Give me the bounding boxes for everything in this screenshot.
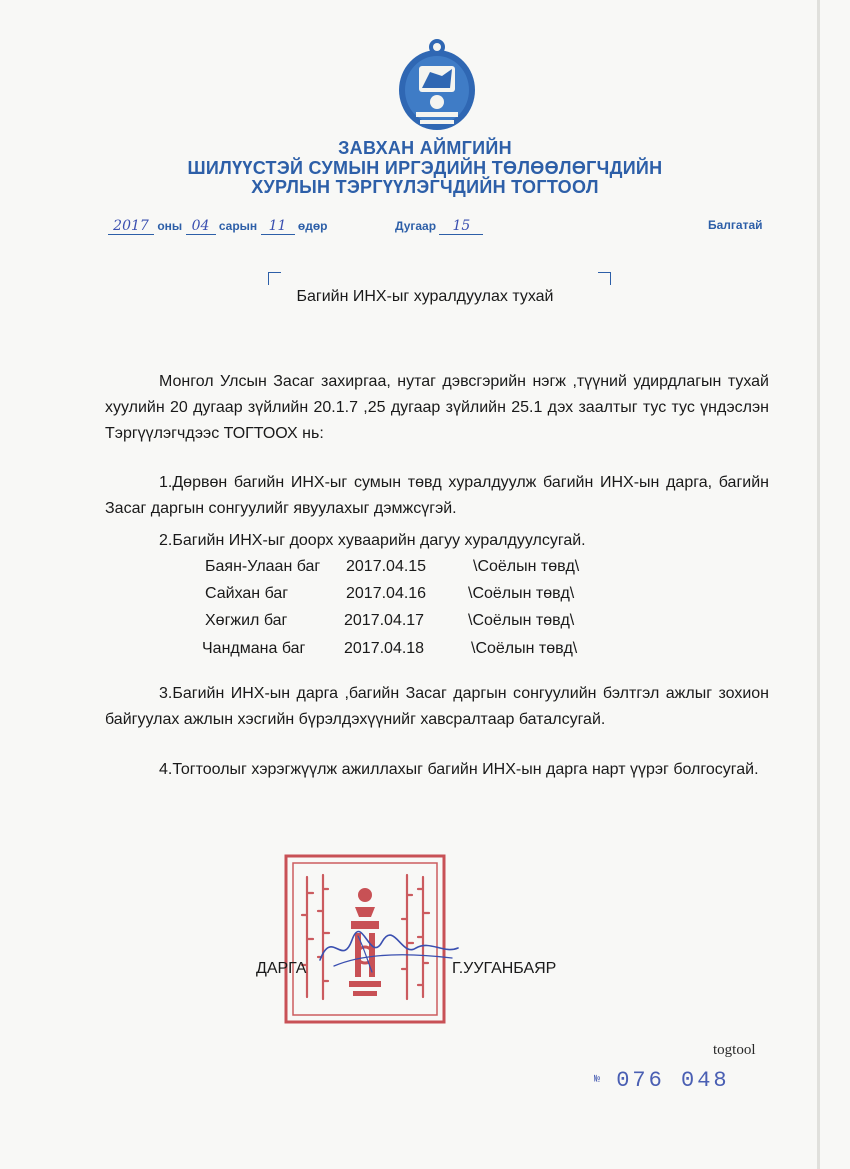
- schedule-bag: Баян-Улаан баг: [205, 558, 321, 575]
- year-label: оны: [157, 219, 183, 233]
- document-tag: togtool: [713, 1042, 756, 1058]
- header-line-2: ШИЛҮҮСТЭЙ СУМЫН ИРГЭДИЙН ТӨЛӨӨЛӨГЧДИЙН: [187, 158, 663, 178]
- number-label: Дугаар: [395, 219, 437, 233]
- state-emblem-icon: [394, 36, 480, 134]
- schedule-date: 2017.04.16: [346, 585, 427, 602]
- date-line: [108, 218, 327, 235]
- number-value: 15: [439, 218, 483, 235]
- year-value: 2017: [108, 218, 154, 235]
- handwritten-signature: [312, 918, 462, 978]
- schedule-place: \Соёлын төвд\: [471, 640, 578, 657]
- item-4: 4.Тогтоолыг хэрэгжүүлж ажиллахыг багийн ИНХ-ын дарга нарт үүрэг болгосугай.: [159, 761, 759, 778]
- subject-title: Багийн ИНХ-ыг хуралдуулах тухай: [296, 288, 554, 305]
- schedule-place: \Соёлын төвд\: [468, 612, 575, 629]
- schedule-place: \Соёлын төвд\: [468, 585, 575, 602]
- schedule-date: 2017.04.17: [344, 612, 425, 629]
- schedule-date: 2017.04.15: [346, 558, 427, 575]
- header-line-3: ХУРЛЫН ТЭРГҮҮЛЭГЧДИЙН ТОГТООЛ: [251, 177, 599, 197]
- month-value: 04: [186, 218, 216, 235]
- header-line-1: ЗАВХАН АЙМГИЙН: [338, 138, 512, 158]
- place-label: Балгатай: [708, 218, 763, 232]
- schedule-place: \Соёлын төвд\: [473, 558, 580, 575]
- item-1: 1.Дөрвөн багийн ИНХ-ыг сумын төвд хуралдуулж багийн ИНХ-ын дарга, багийн Засаг даргын сонгуулийг явуулахыг дэмжсүгэй.: [105, 474, 769, 517]
- month-label: сарын: [218, 219, 258, 233]
- signatory-title: ДАРГА: [256, 960, 307, 977]
- schedule-bag: Хөгжил баг: [205, 612, 288, 629]
- intro-paragraph: Монгол Улсын Засаг захиргаа, нутаг дэвсгэрийн нэгж ,түүний удирдлагын тухай хуулийн 20 дугаар зүйлийн 20.1.7 ,25 дугаар зүйлийн 25.1 дэх заалтыг тус тус үндэслэн Тэргүүлэгчдээс ТОГТООХ нь:: [105, 373, 769, 442]
- item-3: 3.Багийн ИНХ-ын дарга ,багийн Засаг даргын сонгуулийн бэлтгэл ажлыг зохион байгуулах ажлын хэсгийн бүрэлдэхүүнийг хавсралтаар баталсугай.: [105, 685, 769, 728]
- serial-prefix: №: [594, 1074, 601, 1086]
- schedule-bag: Сайхан баг: [205, 585, 289, 602]
- signatory-name: Г.УУГАНБАЯР: [452, 960, 557, 977]
- item-2: 2.Багийн ИНХ-ыг доорх хуваарийн дагуу хуралдуулсугай.: [159, 532, 586, 549]
- schedule-date: 2017.04.18: [344, 640, 425, 657]
- subject-corner-right: [598, 272, 611, 285]
- day-label: өдөр: [297, 219, 328, 233]
- schedule-bag: Чандмана баг: [202, 640, 306, 657]
- serial-number-stamp: [594, 1068, 730, 1093]
- subject-corner-left: [268, 272, 281, 285]
- serial-value: 076 048: [616, 1068, 730, 1093]
- number-line: [395, 218, 483, 235]
- day-value: 11: [261, 218, 295, 235]
